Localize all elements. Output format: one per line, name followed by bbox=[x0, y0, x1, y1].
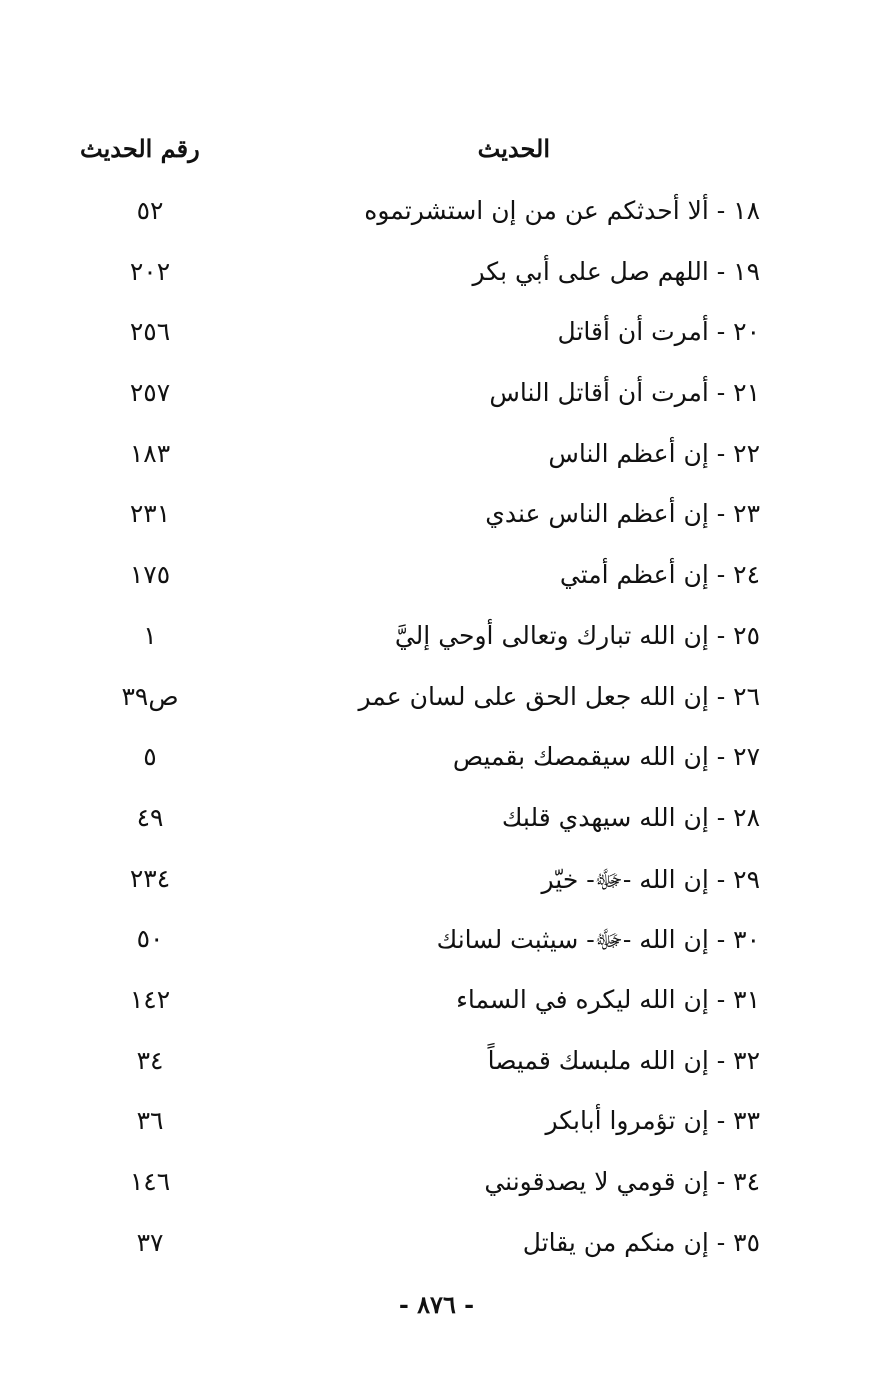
list-item bbox=[60, 918, 780, 979]
hadith-number: ١٤٢ bbox=[129, 984, 171, 1014]
list-item bbox=[60, 858, 780, 919]
list-item bbox=[60, 554, 780, 615]
hadith-text: ٣٣ - إن تؤمروا أبابكر bbox=[545, 1106, 760, 1136]
hadith-number: ٢٣٤ bbox=[129, 863, 171, 893]
list-item bbox=[60, 1161, 780, 1222]
hadith-number: ٢٥٧ bbox=[129, 378, 171, 408]
hadith-text: ٢٨ - إن الله سيهدي قلبك bbox=[501, 802, 760, 832]
list-item bbox=[60, 433, 780, 494]
hadith-text: ٣١ - إن الله ليكره في السماء bbox=[456, 984, 760, 1014]
hadith-text: ٢١ - أمرت أن أقاتل الناس bbox=[489, 378, 760, 408]
column-header-hadith: الحديث bbox=[477, 134, 550, 163]
hadith-number: ١٨٣ bbox=[129, 438, 171, 468]
hadith-text: ٢٦ - إن الله جعل الحق على لسان عمر bbox=[358, 681, 760, 711]
hadith-text: ١٨ - ألا أحدثكم عن من إن استشرتموه bbox=[364, 196, 760, 225]
hadith-number: ١٤٦ bbox=[129, 1167, 171, 1196]
hadith-text: ٢٧ - إن الله سيقمصك بقميص bbox=[452, 742, 760, 772]
hadith-number: ٥٠ bbox=[136, 924, 164, 954]
hadith-number: ١ bbox=[143, 620, 157, 650]
hadith-number: ٢٠٢ bbox=[129, 256, 171, 286]
hadith-number: ٣٧ bbox=[136, 1227, 164, 1257]
hadith-number: ٥ bbox=[143, 742, 157, 772]
hadith-text: ٢٤ - إن أعظم أمتي bbox=[559, 560, 760, 590]
hadith-text: ٢٠ - أمرت أن أقاتل bbox=[557, 317, 760, 347]
list-item bbox=[60, 1222, 780, 1283]
hadith-text: ١٩ - اللهم صل على أبي بكر bbox=[472, 256, 760, 286]
hadith-number: ص٣٩ bbox=[121, 681, 179, 711]
hadith-text: ٣٠ - إن الله -ﷻ- سيثبت لسانك bbox=[436, 925, 760, 955]
hadith-number: ٣٤ bbox=[136, 1045, 164, 1075]
hadith-list bbox=[60, 190, 780, 1282]
list-item bbox=[60, 797, 780, 858]
hadith-text: ٢٢ - إن أعظم الناس bbox=[548, 438, 760, 468]
hadith-text: ٣٤ - إن قومي لا يصدقونني bbox=[484, 1167, 760, 1196]
list-item bbox=[60, 493, 780, 554]
hadith-text: ٣٥ - إن منكم من يقاتل bbox=[522, 1227, 760, 1257]
list-item bbox=[60, 1040, 780, 1101]
list-item bbox=[60, 979, 780, 1040]
list-item bbox=[60, 251, 780, 312]
hadith-number: ٤٩ bbox=[136, 802, 164, 832]
hadith-number: ٢٥٦ bbox=[129, 317, 171, 347]
hadith-number: ٥٢ bbox=[136, 196, 164, 225]
list-item bbox=[60, 190, 780, 251]
list-item bbox=[60, 736, 780, 797]
list-item bbox=[60, 615, 780, 676]
hadith-text: ٢٩ - إن الله -ﷻ- خيّر bbox=[541, 864, 760, 894]
hadith-number: ١٧٥ bbox=[129, 560, 171, 590]
list-item bbox=[60, 311, 780, 372]
page-number: - ٨٧٦ - bbox=[398, 1290, 475, 1319]
list-item bbox=[60, 372, 780, 433]
list-item bbox=[60, 676, 780, 737]
hadith-number: ٣٦ bbox=[136, 1106, 164, 1136]
hadith-number: ٢٣١ bbox=[129, 499, 171, 529]
hadith-text: ٢٣ - إن أعظم الناس عندي bbox=[485, 499, 760, 529]
list-item bbox=[60, 1100, 780, 1161]
hadith-text: ٢٥ - إن الله تبارك وتعالى أوحي إليَّ bbox=[394, 620, 760, 650]
table-header bbox=[60, 134, 780, 174]
hadith-text: ٣٢ - إن الله ملبسك قميصاً bbox=[487, 1045, 760, 1075]
column-header-number: رقم الحديث bbox=[80, 134, 200, 163]
